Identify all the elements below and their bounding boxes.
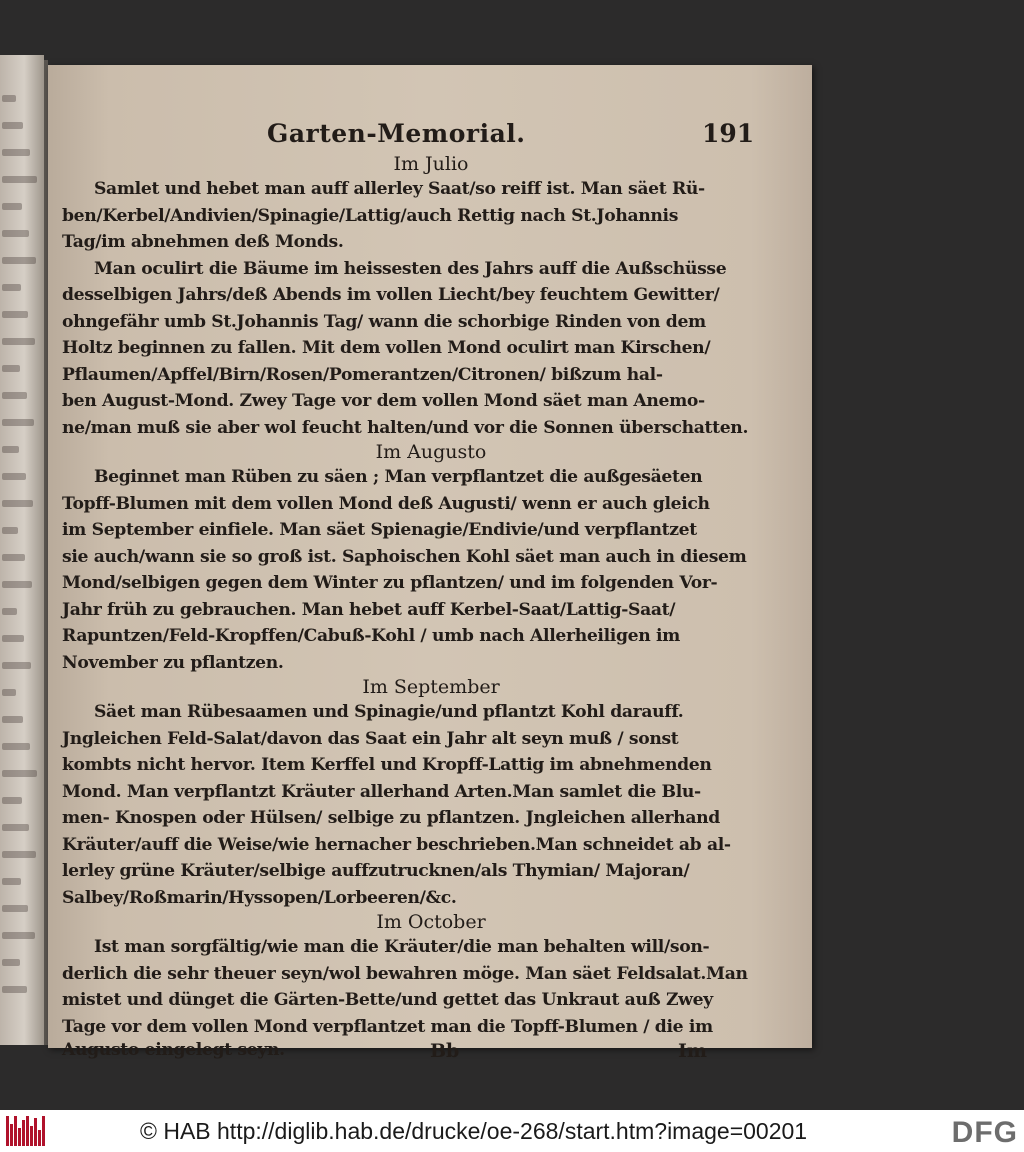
- bleed-through-mark: [2, 122, 23, 129]
- bleed-through-mark: [2, 257, 36, 264]
- text-line: kombts nicht hervor. Item Kerffel und Kropff-Lattig im abnehmenden: [62, 755, 712, 775]
- logo-bar: [26, 1116, 29, 1146]
- bleed-through-mark: [2, 230, 29, 237]
- signature-mark: Bb: [430, 1040, 460, 1062]
- bleed-through-mark: [2, 905, 28, 912]
- text-line: Mond. Man verpflantzt Kräuter allerhand Arten.Man samlet die Blu-: [62, 781, 701, 802]
- text-line: men- Knospen oder Hülsen/ selbige zu pflantzen. Jngleichen allerhand: [62, 808, 720, 828]
- text-line: Jahr früh zu gebrauchen. Man hebet auff Kerbel-Saat/Lattig-Saat/: [62, 599, 676, 620]
- bleed-through-mark: [2, 311, 28, 318]
- text-line: Beginnet man Rüben zu säen ; Man verpflantzet die außgesäeten: [94, 467, 703, 487]
- bleed-through-mark: [2, 473, 26, 480]
- logo-bar: [14, 1116, 17, 1146]
- text-line: Jngleichen Feld-Salat/davon das Saat ein Jahr alt seyn muß / sonst: [62, 728, 679, 749]
- text-line: Tag/im abnehmen deß Monds.: [62, 232, 344, 252]
- text-line: November zu pflantzen.: [62, 652, 284, 673]
- logo-bar: [10, 1124, 13, 1146]
- dfg-logo: DFG: [951, 1116, 1018, 1149]
- bleed-through-mark: [2, 743, 30, 750]
- bleed-through-mark: [2, 932, 35, 939]
- paragraph: [62, 464, 768, 676]
- month-heading: Im September: [362, 676, 500, 698]
- text-line: ohngefähr umb St.Johannis Tag/ wann die schorbige Rinden von dem: [62, 311, 706, 332]
- hab-barcode-logo-icon: [6, 1116, 46, 1146]
- text-line: Salbey/Roßmarin/Hyssopen/Lorbeeren/&c.: [62, 887, 457, 908]
- text-line: Säet man Rübesaamen und Spinagie/und pflantzt Kohl darauff.: [94, 702, 684, 722]
- previous-page-edge: [0, 55, 44, 1045]
- paragraph: [62, 176, 768, 256]
- page-number: 191: [702, 119, 755, 148]
- running-title: Garten-Memorial.: [267, 119, 526, 148]
- month-heading: Im Julio: [393, 153, 469, 175]
- bleed-through-mark: [2, 203, 22, 210]
- text-line: im September einfiele. Man säet Spienagie/Endivie/und verpflantzet: [62, 520, 697, 540]
- paragraph: [62, 256, 768, 442]
- bleed-through-mark: [2, 986, 27, 993]
- bleed-through-mark: [2, 797, 22, 804]
- bleed-through-mark: [2, 149, 30, 156]
- text-line: Man oculirt die Bäume im heissesten des Jahrs auff die Außschüsse: [94, 258, 727, 279]
- text-line: Rapuntzen/Feld-Kropffen/Cabuß-Kohl / umb nach Allerheiligen im: [62, 626, 681, 646]
- last-line: Augusto eingelegt seyn.: [62, 1040, 285, 1060]
- bleed-through-mark: [2, 689, 16, 696]
- logo-bar: [18, 1128, 21, 1146]
- text-line: Topff-Blumen mit dem vollen Mond deß Augusti/ wenn er auch gleich: [62, 493, 710, 514]
- bleed-through-mark: [2, 851, 36, 858]
- text-line: sie auch/wann sie so groß ist. Saphoischen Kohl säet man auch in diesem: [62, 546, 747, 567]
- text-line: Mond/selbigen gegen dem Winter zu pflantzen/ und im folgenden Vor-: [62, 573, 718, 593]
- text-line: Kräuter/auff die Weise/wie hernacher beschrieben.Man schneidet ab al-: [62, 834, 731, 855]
- text-line: ben August-Mond. Zwey Tage vor dem vollen Mond säet man Anemo-: [62, 391, 705, 411]
- logo-bar: [38, 1130, 41, 1146]
- bleed-through-mark: [2, 662, 31, 669]
- running-head: [62, 119, 768, 153]
- page-sections: [62, 153, 768, 1040]
- paragraph: [62, 699, 768, 911]
- logo-bar: [42, 1116, 45, 1146]
- text-line: ne/man muß sie aber wol feucht halten/und vor die Sonnen überschatten.: [62, 417, 749, 438]
- text-line: derlich die sehr theuer seyn/wol bewahren möge. Man säet Feldsalat.Man: [62, 963, 748, 984]
- text-line: Holtz beginnen zu fallen. Mit dem vollen Mond oculirt man Kirschen/: [62, 338, 711, 358]
- text-line: ben/Kerbel/Andivien/Spinagie/Lattig/auch Rettig nach St.Johannis: [62, 205, 679, 226]
- logo-bar: [30, 1126, 33, 1146]
- bleed-through-mark: [2, 419, 34, 426]
- bleed-through-mark: [2, 338, 35, 345]
- footer-bar: [0, 1110, 1024, 1152]
- bleed-through-mark: [2, 716, 23, 723]
- page-text-block: [62, 119, 768, 1066]
- bleed-through-mark: [2, 392, 27, 399]
- text-line: mistet und dünget die Gärten-Bette/und gettet das Unkraut auß Zwey: [62, 990, 713, 1010]
- bleed-through-mark: [2, 770, 37, 777]
- bleed-through-mark: [2, 824, 29, 831]
- bleed-through-mark: [2, 608, 17, 615]
- logo-bar: [6, 1116, 9, 1146]
- logo-bar: [22, 1120, 25, 1146]
- text-line: lerley grüne Kräuter/selbige auffzutrucknen/als Thymian/ Majoran/: [62, 861, 690, 881]
- text-line: Tage vor dem vollen Mond verpflantzet man die Topff-Blumen / die im: [62, 1016, 713, 1037]
- text-line: Samlet und hebet man auff allerley Saat/so reiff ist. Man säet Rü-: [94, 179, 705, 199]
- bleed-through-mark: [2, 500, 33, 507]
- month-heading: Im Augusto: [375, 441, 487, 463]
- bleed-through-mark: [2, 446, 19, 453]
- book-page: [48, 65, 812, 1062]
- text-line: desselbigen Jahrs/deß Abends im vollen Liecht/bey feuchtem Gewitter/: [62, 285, 720, 305]
- bleed-through-mark: [2, 365, 20, 372]
- bleed-through-mark: [2, 527, 18, 534]
- footer-copyright-url: © HAB http://diglib.hab.de/drucke/oe-268/start.htm?image=00201: [140, 1118, 808, 1144]
- catchword: Im: [678, 1040, 707, 1062]
- bleed-through-mark: [2, 176, 37, 183]
- bleed-through-mark: [2, 581, 32, 588]
- paragraph: [62, 934, 768, 1040]
- catchline: [62, 1040, 768, 1066]
- month-heading: Im October: [376, 911, 486, 933]
- text-line: Ist man sorgfältig/wie man die Kräuter/die man behalten will/son-: [94, 937, 710, 957]
- bleed-through-mark: [2, 635, 24, 642]
- bleed-through-mark: [2, 878, 21, 885]
- bleed-through-mark: [2, 554, 25, 561]
- logo-bar: [34, 1118, 37, 1146]
- text-line: Pflaumen/Apffel/Birn/Rosen/Pomerantzen/Citronen/ bißzum hal-: [62, 364, 663, 385]
- bleed-through-mark: [2, 959, 20, 966]
- bleed-through-mark: [2, 95, 16, 102]
- bleed-through-mark: [2, 284, 21, 291]
